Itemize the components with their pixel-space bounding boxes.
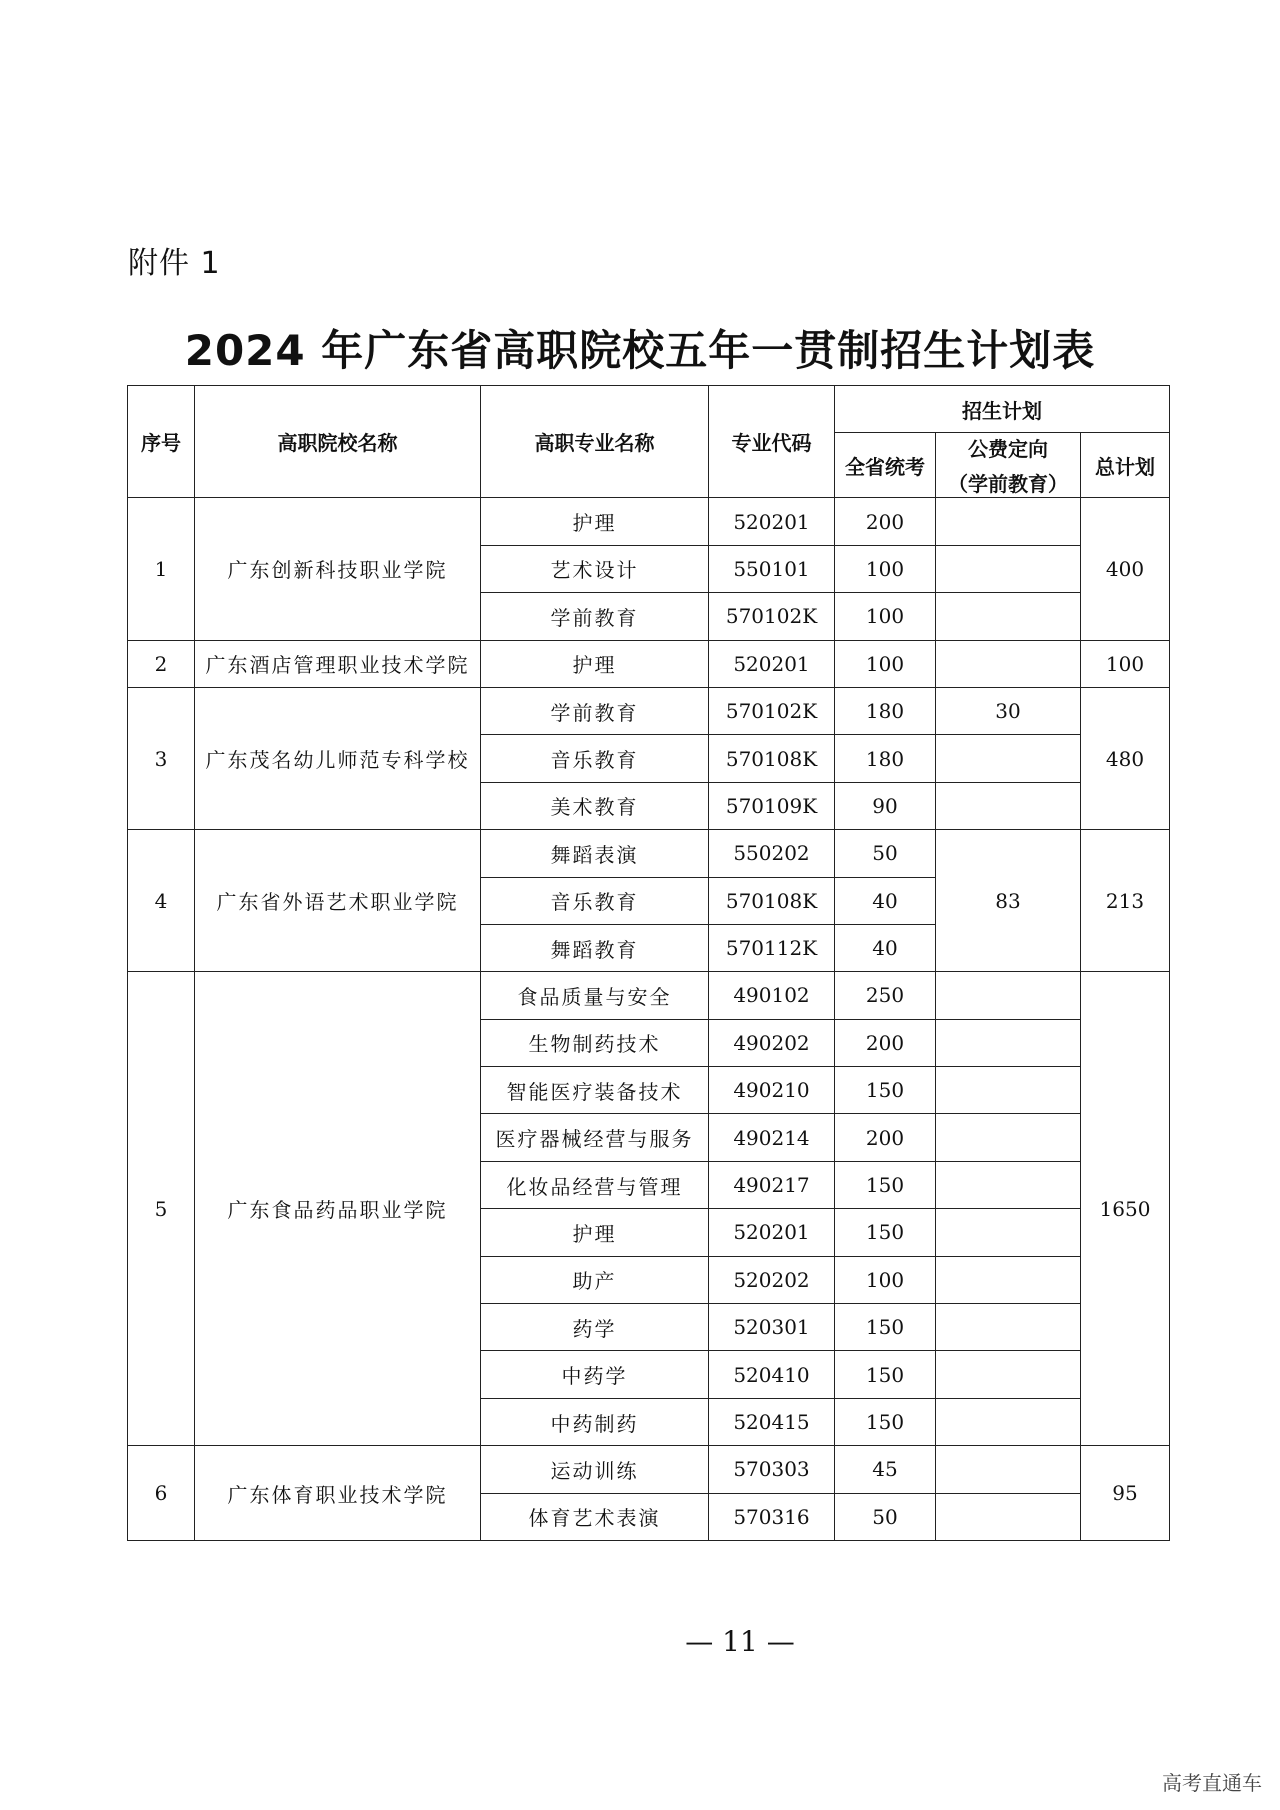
header-index: 序号 (128, 386, 195, 498)
unified-count: 45 (835, 1446, 936, 1493)
unified-count: 100 (835, 545, 936, 592)
header-funded-line2: （学前教育） (948, 472, 1068, 497)
major-code: 570108K (709, 877, 835, 924)
major-code: 570109K (709, 782, 835, 829)
major-name: 学前教育 (481, 687, 709, 734)
major-name: 化妆品经营与管理 (481, 1161, 709, 1208)
major-code: 520202 (709, 1256, 835, 1303)
major-code: 520201 (709, 1209, 835, 1256)
major-name: 艺术设计 (481, 545, 709, 592)
school-index: 4 (128, 830, 195, 972)
school-name: 广东食品药品职业学院 (195, 972, 481, 1446)
major-name: 舞蹈教育 (481, 924, 709, 971)
major-name: 护理 (481, 1209, 709, 1256)
major-code: 520201 (709, 498, 835, 545)
total-count: 100 (1081, 640, 1170, 687)
major-name: 智能医疗装备技术 (481, 1067, 709, 1114)
unified-count: 100 (835, 593, 936, 640)
funded-count (936, 1304, 1081, 1351)
table-row (128, 972, 1170, 1019)
funded-count (936, 1446, 1081, 1493)
unified-count: 150 (835, 1161, 936, 1208)
major-name: 医疗器械经营与服务 (481, 1114, 709, 1161)
unified-count: 50 (835, 830, 936, 877)
table-row (128, 830, 1170, 877)
major-code: 490214 (709, 1114, 835, 1161)
total-count: 95 (1081, 1446, 1170, 1541)
table-row (128, 1446, 1170, 1493)
funded-count (936, 1351, 1081, 1398)
school-name: 广东体育职业技术学院 (195, 1446, 481, 1541)
major-name: 食品质量与安全 (481, 972, 709, 1019)
unified-count: 40 (835, 877, 936, 924)
funded-count (936, 735, 1081, 782)
watermark: 高考直通车 (1162, 1771, 1262, 1795)
major-code: 570316 (709, 1493, 835, 1540)
major-code: 550202 (709, 830, 835, 877)
funded-count (936, 498, 1081, 545)
unified-count: 90 (835, 782, 936, 829)
major-name: 学前教育 (481, 593, 709, 640)
major-code: 570112K (709, 924, 835, 971)
major-code: 570108K (709, 735, 835, 782)
school-name: 广东酒店管理职业技术学院 (195, 640, 481, 687)
unified-count: 150 (835, 1209, 936, 1256)
funded-count (936, 1493, 1081, 1540)
funded-count (936, 1398, 1081, 1445)
major-name: 美术教育 (481, 782, 709, 829)
major-name: 护理 (481, 640, 709, 687)
major-code: 520410 (709, 1351, 835, 1398)
major-name: 生物制药技术 (481, 1019, 709, 1066)
header-school: 高职院校名称 (195, 386, 481, 498)
major-code: 520301 (709, 1304, 835, 1351)
school-name: 广东创新科技职业学院 (195, 498, 481, 640)
funded-count (936, 972, 1081, 1019)
funded-count (936, 545, 1081, 592)
major-code: 490210 (709, 1067, 835, 1114)
major-code: 520201 (709, 640, 835, 687)
school-name: 广东省外语艺术职业学院 (195, 830, 481, 972)
major-name: 舞蹈表演 (481, 830, 709, 877)
major-name: 护理 (481, 498, 709, 545)
major-code: 490202 (709, 1019, 835, 1066)
page-title: 2024 年广东省高职院校五年一贯制招生计划表 (184, 326, 1096, 375)
table-row (128, 498, 1170, 545)
school-name: 广东茂名幼儿师范专科学校 (195, 687, 481, 829)
major-code: 490102 (709, 972, 835, 1019)
unified-count: 100 (835, 1256, 936, 1303)
major-name: 助产 (481, 1256, 709, 1303)
total-count: 400 (1081, 498, 1170, 640)
header-total: 总计划 (1081, 433, 1170, 498)
table-row (128, 687, 1170, 734)
header-funded (936, 433, 1081, 498)
attachment-label: 附件 1 (128, 246, 221, 281)
major-code: 570303 (709, 1446, 835, 1493)
funded-count: 30 (936, 687, 1081, 734)
school-index: 5 (128, 972, 195, 1446)
funded-count (936, 1067, 1081, 1114)
major-code: 570102K (709, 687, 835, 734)
major-code: 570102K (709, 593, 835, 640)
funded-count (936, 1161, 1081, 1208)
unified-count: 40 (835, 924, 936, 971)
major-name: 运动训练 (481, 1446, 709, 1493)
school-index: 2 (128, 640, 195, 687)
unified-count: 250 (835, 972, 936, 1019)
unified-count: 50 (835, 1493, 936, 1540)
major-name: 中药学 (481, 1351, 709, 1398)
unified-count: 150 (835, 1398, 936, 1445)
unified-count: 200 (835, 498, 936, 545)
major-code: 520415 (709, 1398, 835, 1445)
funded-count (936, 1209, 1081, 1256)
major-name: 中药制药 (481, 1398, 709, 1445)
funded-count (936, 1114, 1081, 1161)
funded-count (936, 782, 1081, 829)
unified-count: 200 (835, 1019, 936, 1066)
major-name: 药学 (481, 1304, 709, 1351)
total-count: 1650 (1081, 972, 1170, 1446)
page-number: — 11 — (685, 1625, 795, 1658)
enrollment-plan-table (127, 385, 1170, 1541)
header-code: 专业代码 (709, 386, 835, 498)
total-count: 480 (1081, 687, 1170, 829)
header-unified: 全省统考 (835, 433, 936, 498)
table-row (128, 640, 1170, 687)
major-code: 550101 (709, 545, 835, 592)
school-index: 3 (128, 687, 195, 829)
header-plan-group: 招生计划 (835, 386, 1170, 433)
major-name: 音乐教育 (481, 735, 709, 782)
unified-count: 180 (835, 735, 936, 782)
unified-count: 150 (835, 1351, 936, 1398)
funded-count (936, 593, 1081, 640)
header-major: 高职专业名称 (481, 386, 709, 498)
unified-count: 180 (835, 687, 936, 734)
total-count: 213 (1081, 830, 1170, 972)
funded-count (936, 1019, 1081, 1066)
unified-count: 100 (835, 640, 936, 687)
unified-count: 150 (835, 1304, 936, 1351)
major-name: 体育艺术表演 (481, 1493, 709, 1540)
funded-count (936, 640, 1081, 687)
unified-count: 150 (835, 1067, 936, 1114)
major-code: 490217 (709, 1161, 835, 1208)
funded-count: 83 (936, 830, 1081, 972)
funded-count (936, 1256, 1081, 1303)
school-index: 6 (128, 1446, 195, 1541)
major-name: 音乐教育 (481, 877, 709, 924)
header-funded-line1: 公费定向 (968, 437, 1048, 462)
school-index: 1 (128, 498, 195, 640)
unified-count: 200 (835, 1114, 936, 1161)
